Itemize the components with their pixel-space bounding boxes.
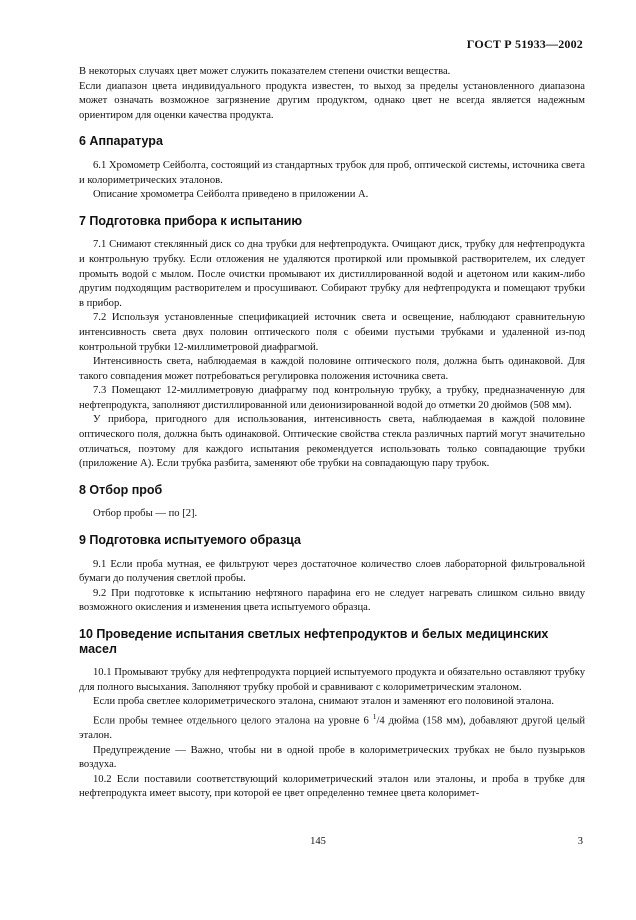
section-10-paragraph: Если проба светлее колориметрического эталона, снимают эталон и заменяют его половиной эталона. bbox=[93, 696, 554, 708]
section-8-title: 8 Отбор проб bbox=[79, 482, 163, 497]
section-10-paragraph: 10.2 Если поставили соответствующий колориметрический эталон или эталоны, и проба в трубке для нефтепродукта имеет высоту, при которой ее цвет определенно темнее цвета колоримет- bbox=[79, 773, 585, 800]
page-number-center: 145 bbox=[310, 836, 326, 847]
fraction-numerator: 1 bbox=[372, 711, 377, 721]
fraction-denominator: 4 bbox=[379, 715, 385, 727]
section-9-paragraph: 9.2 При подготовке к испытанию нефтяного парафина его не следует нагревать слишком сильно ввиду возможного окисления и изменения цвета испытуемого образца. bbox=[79, 587, 585, 614]
section-7-title: 7 Подготовка прибора к испытанию bbox=[79, 213, 302, 228]
section-7-paragraph: У прибора, пригодного для использования, интенсивность света, наблюдаемая в каждой половине оптического поля, должна быть одинаковой. Оптические свойства стекла различных партий могут значительно отличаться, поэтому для каждого испытания рекомендуется использовать только совпадающие трубки (приложение А). Если трубка разбита, заменяют обе трубки на совпадающую пару трубок. bbox=[79, 414, 585, 470]
section-6-paragraph: 6.1 Хромометр Сейболта, состоящий из стандартных трубок для проб, оптической системы, источника света и колориметрических эталонов. bbox=[79, 159, 585, 186]
section-10-title: 10 Проведение испытания светлых нефтепродуктов и белых медицинских масел bbox=[79, 627, 549, 656]
document-body bbox=[79, 65, 585, 802]
section-10-paragraph-fraction: Если пробы темнее отдельного целого эталона на уровне 6 $^1$/4 дюйма (158 мм), добавляют другой целый эталон. bbox=[79, 711, 586, 742]
section-7-paragraph: 7.1 Снимают стеклянный диск со дна трубки для нефтепродукта. Очищают диск, трубку для нефтепродукта и контрольную трубку. Если отложения не удаляются протиркой или промывкой растворителем, их следует промыть водой с мылом. После очистки промывают их дистиллированной водой и ацетоном или каким-либо другим подходящим растворителем и просушивают. Собирают трубку для нефтепродукта и помещают трубки в прибор. bbox=[79, 239, 585, 309]
section-9-paragraph: 9.1 Если проба мутная, ее фильтруют через достаточное количество слоев лабораторной фильтровальной бумаги до получения светлой пробы. bbox=[79, 558, 585, 585]
fraction-text-after: дюйма (158 мм), добавляют другой целый эталон. bbox=[79, 715, 586, 742]
intro-paragraph-2: Если диапазон цвета индивидуального продукта известен, то выход за пределы установленного диапазона может означать возможное загрязнение другим продуктом, однако цвет не всегда является надежным ориентиром для оценки качества продукта. bbox=[79, 80, 585, 121]
section-7-paragraph: 7.2 Используя установленные спецификацией источник света и освещение, наблюдают сравнительную интенсивность света двух половин оптического поля с обеими пустыми трубками и удаленной из-под контрольной трубки 12-миллиметровой диафрагмой. bbox=[79, 312, 585, 353]
fraction-text-before: Если пробы темнее отдельного целого эталона на уровне 6 bbox=[93, 715, 369, 727]
section-10-paragraph: 10.1 Промывают трубку для нефтепродукта порцией испытуемого продукта и обязательно оставляют трубку для полного высыхания. Заполняют трубку пробой и сравнивают с колориметрическим эталоном. bbox=[79, 667, 585, 693]
section-9-title: 9 Подготовка испытуемого образца bbox=[79, 533, 301, 548]
intro-paragraph-1: В некоторых случаях цвет может служить показателем степени очистки вещества. bbox=[79, 66, 451, 77]
section-8-paragraph: Отбор пробы — по [2]. bbox=[93, 508, 198, 520]
section-6-paragraph: Описание хромометра Сейболта приведено в приложении А. bbox=[93, 189, 369, 201]
section-7-paragraph: 7.3 Помещают 12-миллиметровую диафрагму под контрольную трубку, а трубку, предназначенную для нефтепродукта, заполняют дистиллированной или деионизированной водой до отметки 20 дюймов (508 мм). bbox=[79, 385, 585, 411]
page-number-right: 3 bbox=[577, 836, 583, 847]
warning-paragraph: Предупреждение — Важно, чтобы ни в одной пробе в колориметрических трубках не было пузырьков воздуха. bbox=[79, 744, 585, 771]
section-6-title: 6 Аппаратура bbox=[79, 134, 163, 149]
section-7-paragraph: Интенсивность света, наблюдаемая в каждой половине оптического поля, должна быть одинаковой. Для такого совпадения может потребоваться регулировка положения источника света. bbox=[79, 356, 585, 382]
standard-header: ГОСТ Р 51933—2002 bbox=[466, 37, 583, 51]
